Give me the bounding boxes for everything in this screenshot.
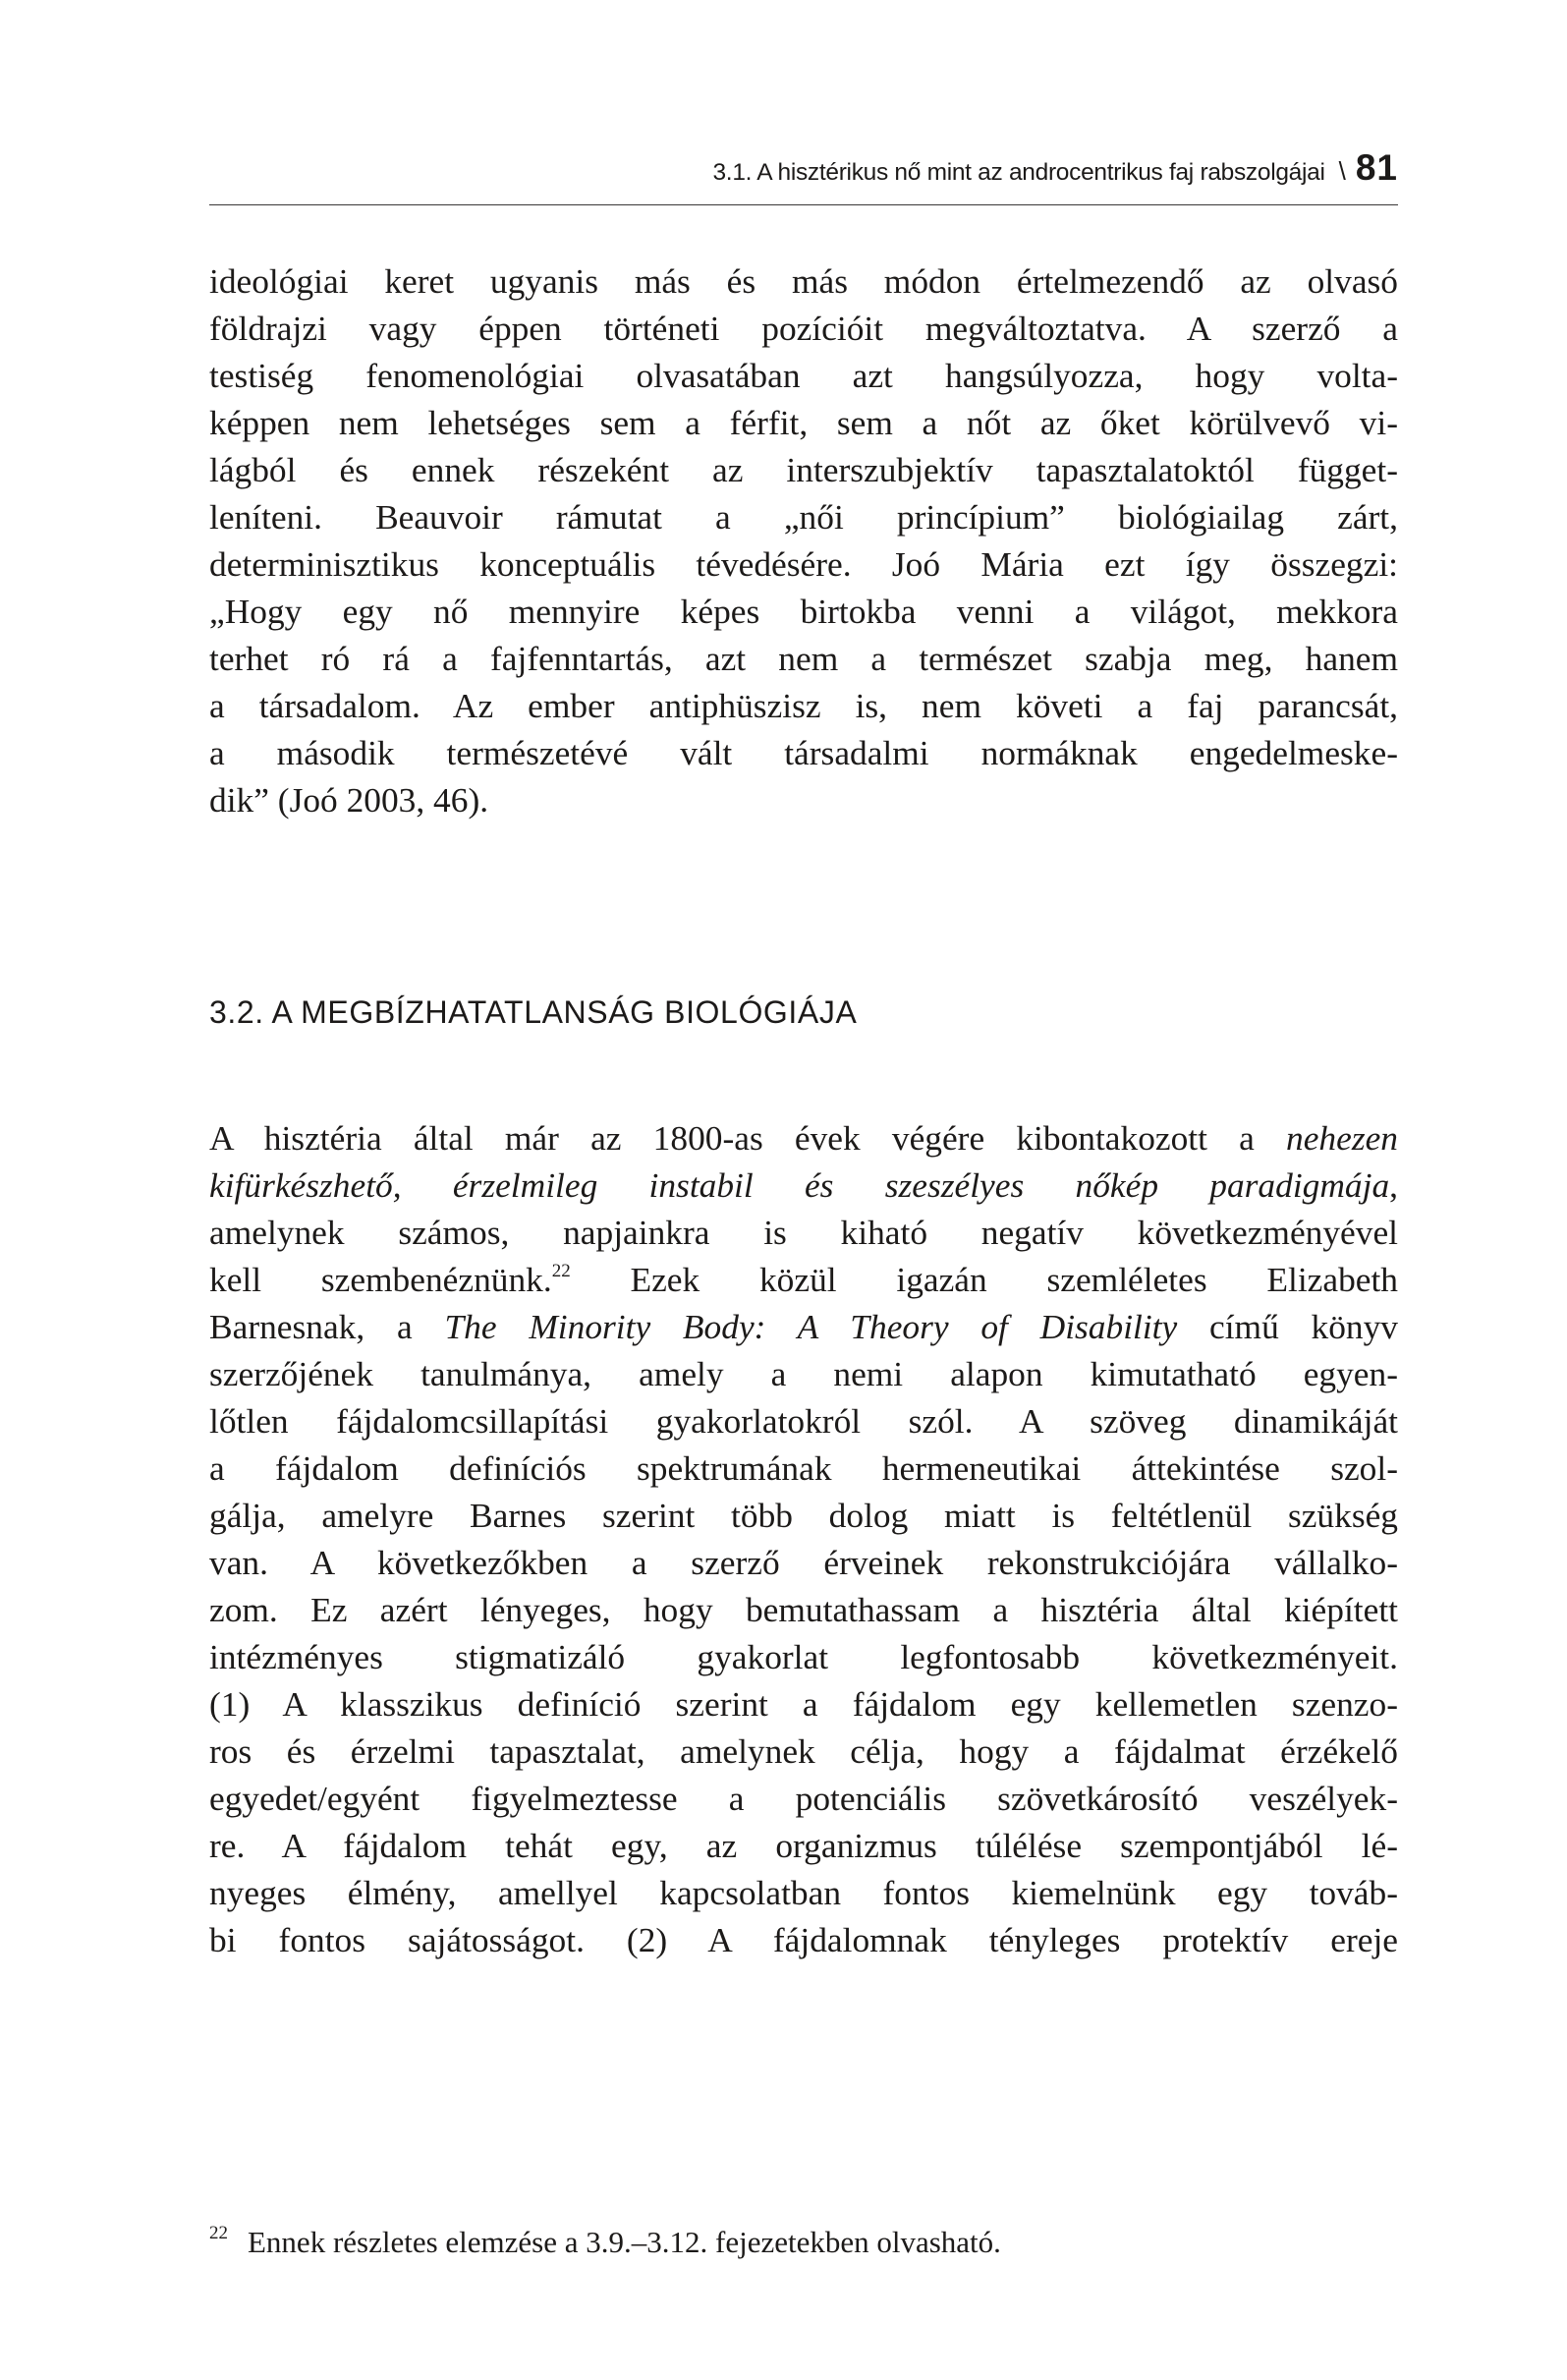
text-line: bi fontos sajátosságot. (2) A fájdalomnak tényleges protektív ereje [209,1920,1398,1959]
text-run: kell szembenéznünk. [209,1260,552,1299]
section-paragraph [209,1114,1398,1963]
footnote-number: 22 [209,2223,228,2243]
text-line: szerzőjének tanulmánya, amely a nemi alapon kimutatható egyen- [209,1354,1398,1393]
footnote [209,2223,1398,2260]
text-line: gálja, amelyre Barnes szerint több dolog miatt is feltétlenül szükség [209,1496,1398,1535]
text-line [209,1114,1398,1162]
text-line: leníteni. Beauvoir rámutat a „női princípium” biológiailag zárt, [209,497,1398,537]
footnote-reference[interactable]: 22 [551,1261,571,1281]
text-line [209,1162,1398,1209]
text-line: képpen nem lehetséges sem a férfit, sem a nőt az őket körülvevő vi- [209,403,1398,442]
text-line: determinisztikus konceptuális tévedésére. Joó Mária ezt így összegzi: [209,544,1398,584]
header-separator: \ [1338,156,1346,186]
text-line: egyedet/egyént figyelmeztesse a potenciális szövetkárosító veszélyek- [209,1779,1398,1818]
text-line: „Hogy egy nő mennyire képes birtokba venni a világot, mekkora [209,592,1398,631]
page-number: 81 [1355,147,1398,188]
text-line: nyeges élmény, amellyel kapcsolatban fontos kiemelnünk egy továb- [209,1873,1398,1912]
text-line [209,1303,1398,1350]
text-line: van. A következőkben a szerző érveinek rekonstrukciójára vállalko- [209,1543,1398,1582]
text-run: , [1389,1165,1398,1205]
text-line: ideológiai keret ugyanis más és más módon értelmezendő az olvasó [209,261,1398,301]
text-line: re. A fájdalom tehát egy, az organizmus túlélése szempontjából lé- [209,1826,1398,1865]
section-heading: 3.2. A MEGBÍZHATATLANSÁG BIOLÓGIÁJA [209,994,858,1030]
text-line: a második természetévé vált társadalmi normáknak engedelmeske- [209,733,1398,772]
italic-run: kifürkészhető, érzelmileg instabil és szeszélyes nőkép paradigmája [209,1165,1390,1205]
text-line: a társadalom. Az ember antiphüszisz is, nem követi a faj parancsát, [209,686,1398,725]
footnote-text: Ennek részletes elemzése a 3.9.–3.12. fejezetekben olvasható. [248,2225,1001,2259]
text-line: földrajzi vagy éppen történeti pozícióit megváltoztatva. A szerző a [209,309,1398,348]
text-line: ros és érzelmi tapasztalat, amelynek célja, hogy a fájdalmat érzékelő [209,1731,1398,1771]
text-run: című könyv [1177,1307,1399,1346]
book-title: The Minority Body: A Theory of Disability [444,1307,1178,1346]
text-line: a fájdalom definíciós spektrumának hermeneutikai áttekintése szol- [209,1448,1398,1488]
text-line: intézményes stigmatizáló gyakorlat legfontosabb következményeit. [209,1637,1398,1676]
text-run: A hisztéria által már az 1800-as évek végére kibontakozott a [209,1118,1287,1158]
running-header [209,147,1398,205]
text-line: zom. Ez azért lényeges, hogy bemutathassam a hisztéria által kiépített [209,1590,1398,1629]
text-line: (1) A klasszikus definíció szerint a fájdalom egy kellemetlen szenzo- [209,1684,1398,1724]
text-line: lőtlen fájdalomcsillapítási gyakorlatokról szól. A szöveg dinamikáját [209,1401,1398,1441]
text-run: Ezek közül igazán szemléletes Elizabeth [570,1260,1398,1299]
text-line: amelynek számos, napjainkra is kiható negatív következményével [209,1213,1398,1252]
text-run: Barnesnak, a [209,1307,445,1346]
italic-run: nehezen [1286,1118,1398,1158]
text-line [209,1256,1398,1303]
text-line: terhet ró rá a fajfenntartás, azt nem a természet szabja meg, hanem [209,639,1398,678]
running-title: 3.1. A hisztérikus nő mint az androcentrikus faj rabszolgájai [712,159,1325,186]
paragraph-continuation [209,257,1398,823]
text-line: testiség fenomenológiai olvasatában azt hangsúlyozza, hogy volta- [209,356,1398,395]
text-line: lágból és ennek részeként az interszubjektív tapasztalatoktól függet- [209,450,1398,489]
text-line: dik” (Joó 2003, 46). [209,780,489,820]
